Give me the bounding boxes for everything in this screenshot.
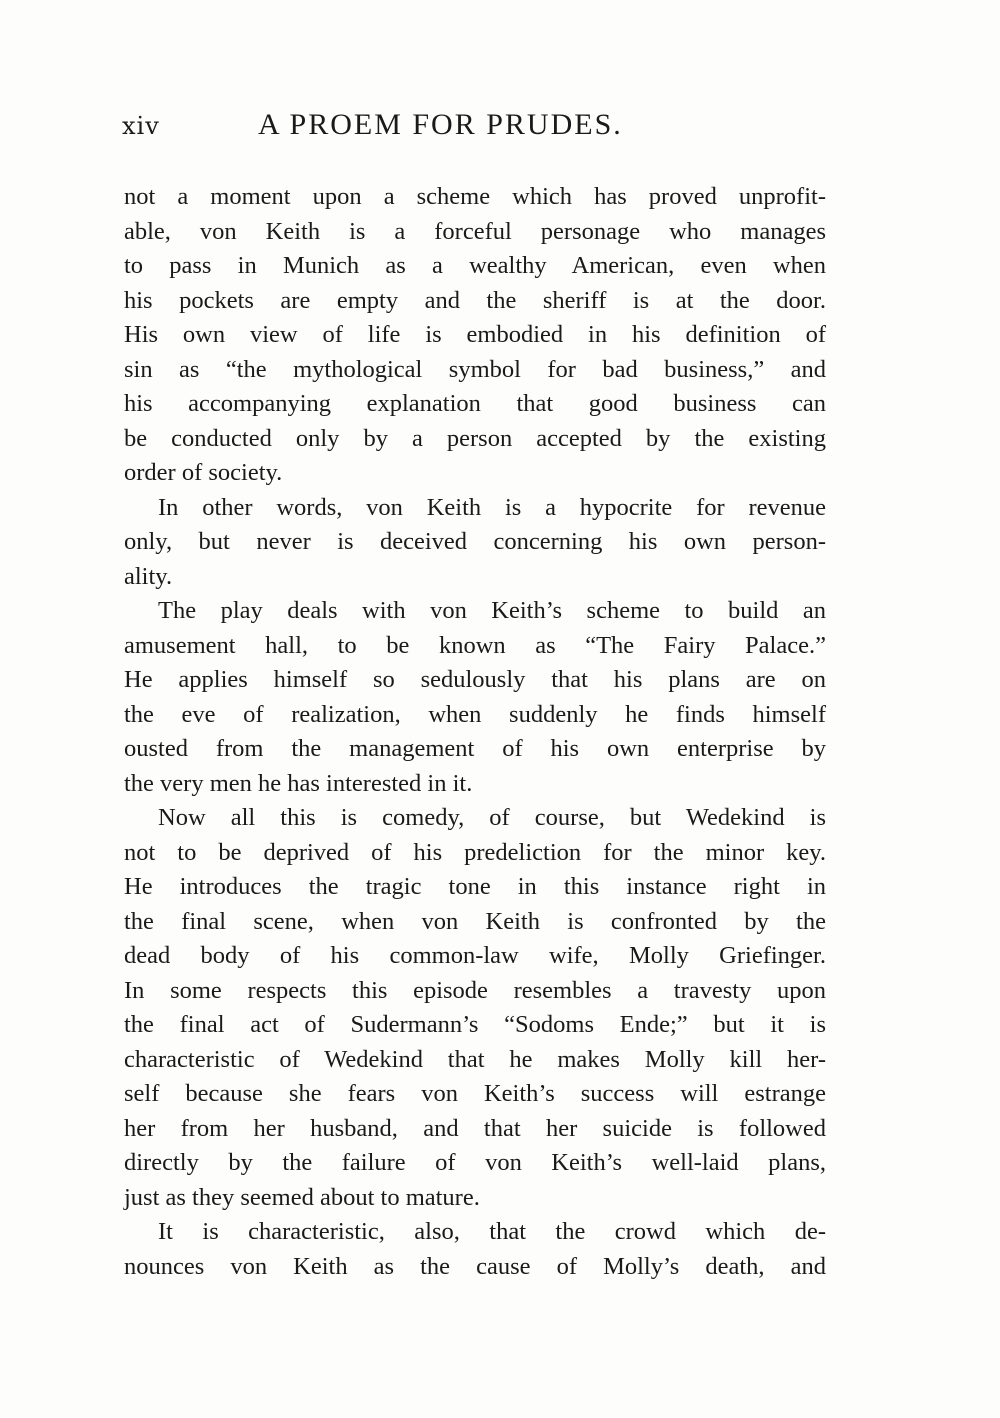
text-line: the eve of realization, when suddenly he finds himself xyxy=(124,700,826,728)
text-line: to pass in Munich as a wealthy American, even when xyxy=(124,252,826,279)
text-line: directly by the failure of von Keith’s well-laid plans, xyxy=(124,1149,826,1176)
text-line: just as they seemed about to mature. xyxy=(124,1183,480,1211)
text-line: his accompanying explanation that good business can xyxy=(124,390,826,417)
text-line: Now all this is comedy, of course, but Wedekind is xyxy=(158,804,826,831)
text-line: He applies himself so sedulously that his plans are on xyxy=(124,666,826,693)
paragraph xyxy=(124,801,826,1215)
text-line: not a moment upon a scheme which has proved unprofit- xyxy=(124,183,826,210)
text-line: The play deals with von Keith’s scheme to build an xyxy=(158,597,826,624)
paragraph xyxy=(124,491,826,595)
page-number: xiv xyxy=(122,112,160,140)
text-line: only, but never is deceived concerning his own person- xyxy=(124,528,826,555)
text-line: In some respects this episode resembles a travesty upon xyxy=(124,976,826,1004)
text-line: nounces von Keith as the cause of Molly’s death, and xyxy=(124,1252,826,1280)
text-line: her from her husband, and that her suicide is followed xyxy=(124,1114,826,1142)
text-line: self because she fears von Keith’s success will estrange xyxy=(124,1080,826,1107)
text-line: be conducted only by a person accepted by the existing xyxy=(124,424,826,452)
text-line: His own view of life is embodied in his definition of xyxy=(124,321,826,348)
text-line: the very men he has interested in it. xyxy=(124,769,473,797)
text-line: sin as “the mythological symbol for bad business,” and xyxy=(124,355,826,383)
text-line: It is characteristic, also, that the crowd which de- xyxy=(158,1218,826,1245)
text-line: order of society. xyxy=(124,459,283,486)
text-line: able, von Keith is a forceful personage who manages xyxy=(124,217,826,245)
running-head xyxy=(122,108,828,152)
body-text xyxy=(124,180,826,1284)
text-line: characteristic of Wedekind that he makes Molly kill her- xyxy=(124,1045,826,1073)
running-title: A PROEM FOR PRUDES. xyxy=(258,108,623,141)
text-line: the final scene, when von Keith is confronted by the xyxy=(124,907,826,935)
paragraph xyxy=(124,594,826,801)
text-line: ousted from the management of his own enterprise by xyxy=(124,735,826,762)
text-line: dead body of his common-law wife, Molly Griefinger. xyxy=(124,942,826,969)
text-line: the final act of Sudermann’s “Sodoms Ende;” but it is xyxy=(124,1011,826,1038)
text-line: amusement hall, to be known as “The Fairy Palace.” xyxy=(124,631,826,659)
text-line: In other words, von Keith is a hypocrite for revenue xyxy=(158,493,826,521)
text-line: his pockets are empty and the sheriff is at the door. xyxy=(124,286,826,314)
text-line: not to be deprived of his predeliction for the minor key. xyxy=(124,838,826,866)
paragraph xyxy=(124,180,826,491)
paragraph xyxy=(124,1215,826,1284)
text-line: ality. xyxy=(124,562,173,590)
text-line: He introduces the tragic tone in this instance right in xyxy=(124,873,826,900)
